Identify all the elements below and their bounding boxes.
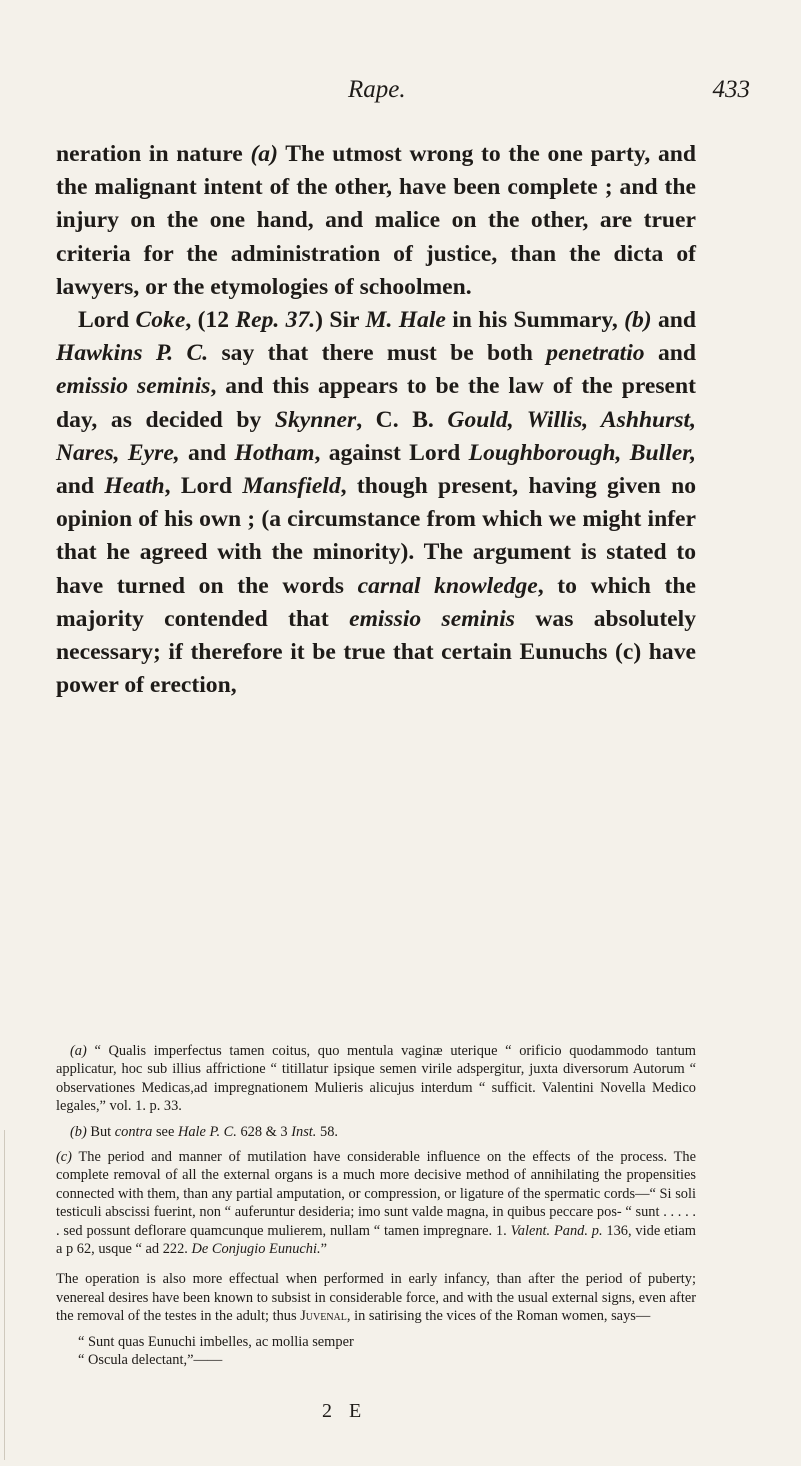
text-run: ) Sir xyxy=(315,307,366,334)
text-run: say that there must be both xyxy=(208,340,547,367)
margin-shadow xyxy=(4,1130,5,1460)
citation: Inst. xyxy=(291,1123,317,1140)
text-run: , and this appears to be the law of the present day, as decided by xyxy=(56,373,696,433)
footnote-marker: (a) xyxy=(70,1043,87,1059)
name-heath: Heath xyxy=(104,473,165,500)
verse-line-1: “ Sunt quas Eunuchi imbelles, ac mollia semper xyxy=(78,1333,354,1350)
term-penetratio: penetratio xyxy=(546,340,645,367)
text-run: neration in nature xyxy=(56,141,251,167)
paragraph-2 xyxy=(56,304,696,702)
citation: Valent. Pand. p. xyxy=(510,1222,603,1239)
text-run: The period and manner of mutilation have considerable influence on the effects of the process. The complete removal of all the external organs is a much more decisive method of annihilating the propensities connected with them, than any partial amputation, or compression, or ligature of the spermatic cords—“ Si soli testiculi abscissi fuerint, non “ auferuntur desideria; imo sunt valde magna, in quibus peccare pos- “ sunt . . . . . . sed possunt deflorare quamcunque mulierem, nullam “ tamen impregnare. 1. xyxy=(56,1149,696,1239)
text-run: have power of erection, xyxy=(56,639,696,699)
name-coke: Coke xyxy=(135,307,186,334)
running-title: Rape. xyxy=(348,76,406,103)
text-run: Lord xyxy=(78,307,136,334)
running-head xyxy=(70,76,750,116)
text-run: 58. xyxy=(316,1123,338,1140)
term-emissio: emissio seminis xyxy=(56,373,211,400)
text-run: 628 & 3 xyxy=(236,1123,292,1140)
text-run: contra xyxy=(114,1123,153,1140)
citation-rep: Rep. 37. xyxy=(235,307,316,334)
footnote-ref-a: (a) xyxy=(250,141,278,167)
text-run: The operation is also more effectual when performed in early infancy, than after the period of puberty; venereal desires have been known to subsist in considerable force, and with the usual external signs, even after the removal of the testes in the adult; thus xyxy=(56,1271,696,1325)
text-run: , against Lord xyxy=(314,439,469,466)
footnote-ref-b: (b) xyxy=(624,307,652,334)
text-run: But xyxy=(86,1123,115,1140)
citation: De Conjugio Eunuchi. xyxy=(191,1241,321,1258)
name-mansfield: Mansfield xyxy=(242,473,341,500)
main-text xyxy=(56,138,696,702)
name-hale: M. Hale xyxy=(365,307,446,334)
text-run: in satirising the vices of the Roman women, says— xyxy=(350,1308,651,1325)
citation: Hale P. C. xyxy=(177,1123,237,1140)
text-run: , (12 xyxy=(185,307,236,334)
footnotes xyxy=(56,1042,696,1370)
footnote-c-continued xyxy=(56,1270,696,1325)
paragraph-1 xyxy=(56,138,696,304)
footnote-b xyxy=(56,1123,696,1141)
text-run: “ Qualis imperfectus tamen coitus, quo mentula vaginæ uterique “ orificio quodammodo tantum applicatur, hoc sub illius affrictione “ titillatur ipsique semen virile adspergitur, juxta diversorum Autorum “ observationes Medicas,ad impregnationem Mulieris alicujus interdum “ sufficit. Valentini Novella Medico legales,” vol. 1. p. 33. xyxy=(56,1043,696,1115)
text-run: 136, vide etiam a p 62, usque “ ad 222. xyxy=(56,1222,697,1258)
text-run: in his Summary, xyxy=(445,307,625,334)
name-juvenal: Juvenal, xyxy=(300,1308,351,1325)
names-dissent: Loughborough, Buller, xyxy=(468,439,697,466)
text-run: The utmost wrong to the one party, and the malignant intent of the other, have been complete ; and the injury on the one hand, and malice on the other, are truer criteria for the administration of justice, than the dicta of lawyers, or the etymologies of schoolmen. xyxy=(56,141,696,300)
text-run: was absolutely necessary; if therefore it be true that certain Eunuchs xyxy=(56,605,696,666)
term-carnal-knowledge: carnal knowledge xyxy=(357,572,538,599)
verse-line-2: “ Oscula delectant,”—— xyxy=(78,1352,223,1369)
term-emissio: emissio seminis xyxy=(349,605,515,632)
text-run: and xyxy=(56,473,105,500)
names-judges: Gould, Willis, Ashhurst, Nares, Eyre, xyxy=(56,406,697,466)
text-run: and xyxy=(644,340,696,367)
footnote-marker: (c) xyxy=(56,1149,72,1166)
name-skynner: Skynner xyxy=(274,406,357,433)
footnote-a xyxy=(56,1042,696,1116)
footnote-marker: (b) xyxy=(70,1123,87,1140)
text-run: , though present, having given no opinion of his own ; (a circumstance from which we might infer that he agreed with the minority). The argument is stated to have turned on the words xyxy=(56,473,696,599)
text-run: , C. B. xyxy=(356,406,448,433)
name-hawkins: Hawkins P. C. xyxy=(56,340,209,367)
footnote-c xyxy=(56,1148,696,1258)
text-run: and xyxy=(179,439,235,466)
text-run: , to which the majority contended that xyxy=(56,572,696,632)
text-run: see xyxy=(152,1123,178,1140)
name-hotham: Hotham xyxy=(234,439,315,466)
text-run: and xyxy=(651,307,697,334)
footnote-ref-c: (c) xyxy=(615,639,642,666)
text-run: ” xyxy=(320,1241,327,1258)
page-number: 433 xyxy=(712,76,750,103)
signature-mark: 2 E xyxy=(322,1400,368,1422)
text-run: , Lord xyxy=(164,473,243,500)
